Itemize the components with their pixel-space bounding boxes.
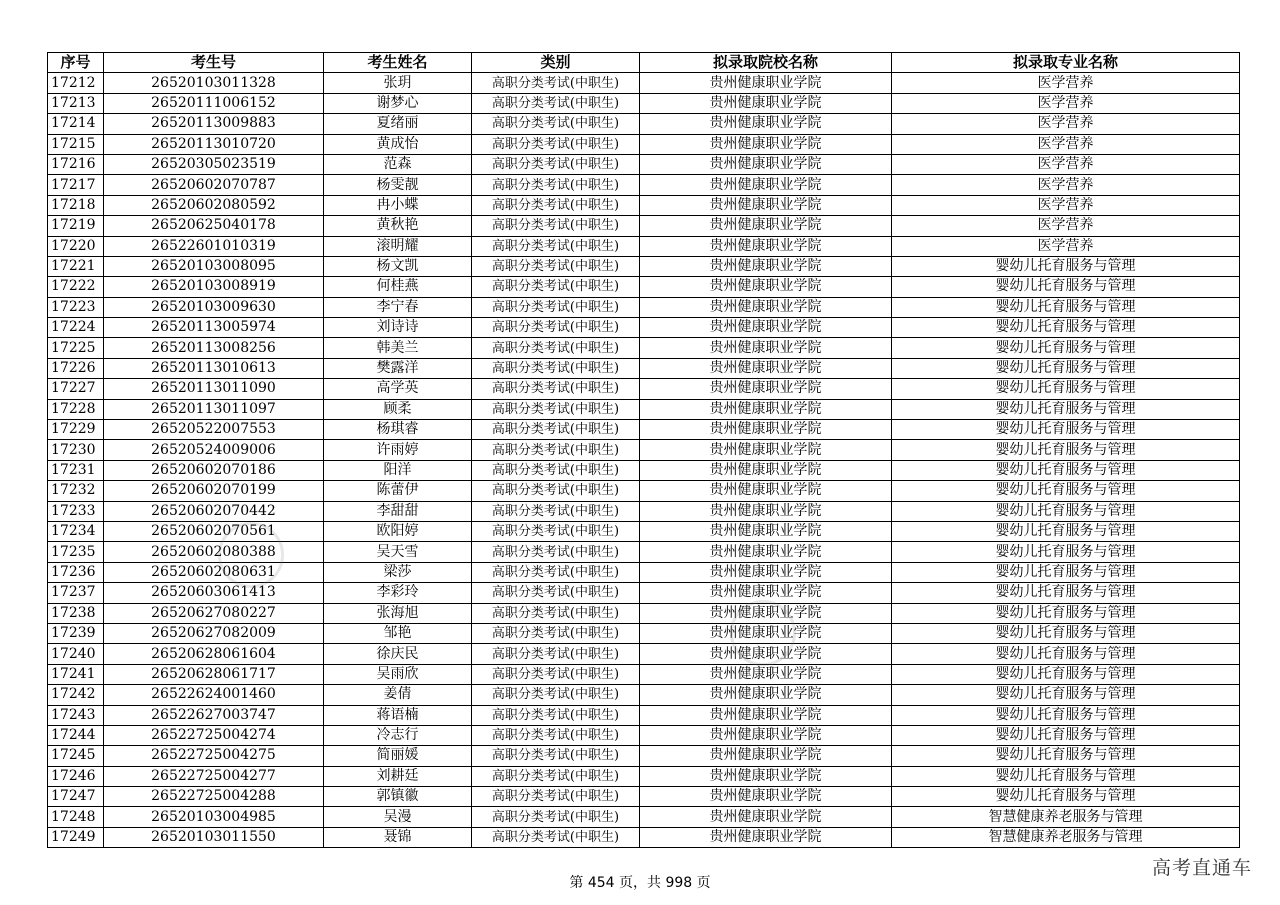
table-row — [48, 603, 1240, 623]
cell-school: 贵州健康职业学院 — [640, 440, 892, 460]
cell-name: 韩美兰 — [324, 338, 472, 358]
cell-seq: 17244 — [48, 725, 104, 745]
table-row — [48, 216, 1240, 236]
cell-name: 欧阳婷 — [324, 521, 472, 541]
cell-exam-id: 26522627003747 — [104, 705, 324, 725]
table-row — [48, 623, 1240, 643]
cell-seq: 17213 — [48, 93, 104, 113]
cell-category: 高职分类考试(中职生) — [472, 725, 640, 745]
cell-major: 婴幼儿托育服务与管理 — [892, 440, 1240, 460]
cell-name: 张海旭 — [324, 603, 472, 623]
cell-school: 贵州健康职业学院 — [640, 644, 892, 664]
cell-exam-id: 26520113010613 — [104, 358, 324, 378]
cell-major: 婴幼儿托育服务与管理 — [892, 562, 1240, 582]
cell-name: 吴雨欣 — [324, 664, 472, 684]
cell-exam-id: 26520113005974 — [104, 318, 324, 338]
cell-name: 滚明耀 — [324, 236, 472, 256]
cell-school: 贵州健康职业学院 — [640, 318, 892, 338]
cell-exam-id: 26520103011328 — [104, 73, 324, 93]
cell-name: 高学英 — [324, 379, 472, 399]
cell-category: 高职分类考试(中职生) — [472, 318, 640, 338]
cell-major: 医学营养 — [892, 154, 1240, 174]
seal-watermark-left — [218, 522, 284, 588]
cell-seq: 17214 — [48, 114, 104, 134]
cell-major: 婴幼儿托育服务与管理 — [892, 746, 1240, 766]
cell-major: 医学营养 — [892, 134, 1240, 154]
cell-school: 贵州健康职业学院 — [640, 583, 892, 603]
cell-school: 贵州健康职业学院 — [640, 73, 892, 93]
cell-major: 婴幼儿托育服务与管理 — [892, 318, 1240, 338]
footer-prefix: 第 — [569, 875, 584, 891]
cell-school: 贵州健康职业学院 — [640, 256, 892, 276]
cell-major: 医学营养 — [892, 175, 1240, 195]
cell-category: 高职分类考试(中职生) — [472, 154, 640, 174]
cell-category: 高职分类考试(中职生) — [472, 216, 640, 236]
header-name: 考生姓名 — [324, 53, 472, 73]
cell-category: 高职分类考试(中职生) — [472, 501, 640, 521]
cell-major: 婴幼儿托育服务与管理 — [892, 521, 1240, 541]
cell-seq: 17218 — [48, 195, 104, 215]
table-row — [48, 297, 1240, 317]
cell-exam-id: 26520103008919 — [104, 277, 324, 297]
cell-school: 贵州健康职业学院 — [640, 521, 892, 541]
cell-exam-id: 26520103008095 — [104, 256, 324, 276]
cell-exam-id: 26520113011090 — [104, 379, 324, 399]
table-row — [48, 787, 1240, 807]
table-row — [48, 746, 1240, 766]
cell-school: 贵州健康职业学院 — [640, 399, 892, 419]
cell-school: 贵州健康职业学院 — [640, 175, 892, 195]
cell-major: 婴幼儿托育服务与管理 — [892, 501, 1240, 521]
cell-exam-id: 26522725004274 — [104, 725, 324, 745]
cell-name: 梁莎 — [324, 562, 472, 582]
cell-name: 黄成怡 — [324, 134, 472, 154]
cell-name: 吴漫 — [324, 807, 472, 827]
table-header-row — [48, 53, 1240, 73]
table-row — [48, 420, 1240, 440]
cell-exam-id: 26520625040178 — [104, 216, 324, 236]
cell-school: 贵州健康职业学院 — [640, 623, 892, 643]
cell-category: 高职分类考试(中职生) — [472, 603, 640, 623]
cell-exam-id: 26520522007553 — [104, 420, 324, 440]
cell-category: 高职分类考试(中职生) — [472, 460, 640, 480]
cell-school: 贵州健康职业学院 — [640, 114, 892, 134]
cell-major: 医学营养 — [892, 114, 1240, 134]
cell-exam-id: 26520113011097 — [104, 399, 324, 419]
cell-major: 婴幼儿托育服务与管理 — [892, 399, 1240, 419]
cell-category: 高职分类考试(中职生) — [472, 134, 640, 154]
cell-name: 简丽媛 — [324, 746, 472, 766]
cell-major: 婴幼儿托育服务与管理 — [892, 338, 1240, 358]
cell-major: 婴幼儿托育服务与管理 — [892, 766, 1240, 786]
cell-major: 婴幼儿托育服务与管理 — [892, 603, 1240, 623]
cell-seq: 17219 — [48, 216, 104, 236]
cell-name: 夏绪丽 — [324, 114, 472, 134]
cell-exam-id: 26520602080388 — [104, 542, 324, 562]
cell-major: 婴幼儿托育服务与管理 — [892, 583, 1240, 603]
cell-seq: 17234 — [48, 521, 104, 541]
cell-seq: 17215 — [48, 134, 104, 154]
cell-school: 贵州健康职业学院 — [640, 379, 892, 399]
table-row — [48, 685, 1240, 705]
cell-seq: 17212 — [48, 73, 104, 93]
cell-major: 婴幼儿托育服务与管理 — [892, 460, 1240, 480]
cell-seq: 17227 — [48, 379, 104, 399]
cell-major: 智慧健康养老服务与管理 — [892, 827, 1240, 847]
cell-category: 高职分类考试(中职生) — [472, 705, 640, 725]
cell-category: 高职分类考试(中职生) — [472, 746, 640, 766]
cell-school: 贵州健康职业学院 — [640, 766, 892, 786]
cell-school: 贵州健康职业学院 — [640, 807, 892, 827]
cell-seq: 17248 — [48, 807, 104, 827]
cell-name: 刘耕廷 — [324, 766, 472, 786]
cell-major: 婴幼儿托育服务与管理 — [892, 358, 1240, 378]
cell-school: 贵州健康职业学院 — [640, 481, 892, 501]
page-footer — [0, 872, 1280, 892]
table-row — [48, 664, 1240, 684]
cell-exam-id: 26520627082009 — [104, 623, 324, 643]
cell-category: 高职分类考试(中职生) — [472, 195, 640, 215]
cell-exam-id: 26522725004288 — [104, 787, 324, 807]
cell-category: 高职分类考试(中职生) — [472, 73, 640, 93]
cell-name: 顾柔 — [324, 399, 472, 419]
cell-seq: 17232 — [48, 481, 104, 501]
cell-category: 高职分类考试(中职生) — [472, 399, 640, 419]
cell-category: 高职分类考试(中职生) — [472, 236, 640, 256]
cell-major: 婴幼儿托育服务与管理 — [892, 725, 1240, 745]
table-row — [48, 460, 1240, 480]
table-row — [48, 318, 1240, 338]
table-row — [48, 583, 1240, 603]
footer-middle: 页，共 — [619, 875, 661, 891]
cell-major: 医学营养 — [892, 195, 1240, 215]
cell-seq: 17223 — [48, 297, 104, 317]
cell-major: 医学营养 — [892, 236, 1240, 256]
brand-watermark: 高考直通车 — [1151, 857, 1252, 879]
cell-seq: 17220 — [48, 236, 104, 256]
cell-seq: 17228 — [48, 399, 104, 419]
cell-exam-id: 26520602070787 — [104, 175, 324, 195]
cell-seq: 17242 — [48, 685, 104, 705]
cell-major: 婴幼儿托育服务与管理 — [892, 379, 1240, 399]
cell-major: 婴幼儿托育服务与管理 — [892, 297, 1240, 317]
table-row — [48, 256, 1240, 276]
table-row — [48, 705, 1240, 725]
cell-name: 李宁春 — [324, 297, 472, 317]
cell-exam-id: 26520111006152 — [104, 93, 324, 113]
footer-total-pages: 998 — [665, 875, 693, 891]
table-row — [48, 501, 1240, 521]
cell-exam-id: 26520103004985 — [104, 807, 324, 827]
cell-school: 贵州健康职业学院 — [640, 603, 892, 623]
cell-exam-id: 26520113008256 — [104, 338, 324, 358]
cell-category: 高职分类考试(中职生) — [472, 787, 640, 807]
cell-exam-id: 26520602080592 — [104, 195, 324, 215]
cell-seq: 17243 — [48, 705, 104, 725]
cell-exam-id: 26520628061604 — [104, 644, 324, 664]
cell-major: 婴幼儿托育服务与管理 — [892, 664, 1240, 684]
cell-category: 高职分类考试(中职生) — [472, 521, 640, 541]
cell-seq: 17233 — [48, 501, 104, 521]
cell-seq: 17236 — [48, 562, 104, 582]
cell-major: 婴幼儿托育服务与管理 — [892, 256, 1240, 276]
table-row — [48, 827, 1240, 847]
cell-name: 刘诗诗 — [324, 318, 472, 338]
cell-seq: 17222 — [48, 277, 104, 297]
cell-seq: 17246 — [48, 766, 104, 786]
cell-name: 阳洋 — [324, 460, 472, 480]
cell-exam-id: 26520602080631 — [104, 562, 324, 582]
cell-seq: 17230 — [48, 440, 104, 460]
cell-name: 郭镇徽 — [324, 787, 472, 807]
table-row — [48, 358, 1240, 378]
cell-seq: 17229 — [48, 420, 104, 440]
cell-category: 高职分类考试(中职生) — [472, 420, 640, 440]
cell-school: 贵州健康职业学院 — [640, 277, 892, 297]
header-seq: 序号 — [48, 53, 104, 73]
cell-major: 婴幼儿托育服务与管理 — [892, 644, 1240, 664]
cell-seq: 17241 — [48, 664, 104, 684]
cell-major: 婴幼儿托育服务与管理 — [892, 481, 1240, 501]
cell-exam-id: 26520627080227 — [104, 603, 324, 623]
cell-exam-id: 26522624001460 — [104, 685, 324, 705]
cell-major: 智慧健康养老服务与管理 — [892, 807, 1240, 827]
cell-category: 高职分类考试(中职生) — [472, 256, 640, 276]
cell-school: 贵州健康职业学院 — [640, 460, 892, 480]
cell-school: 贵州健康职业学院 — [640, 154, 892, 174]
cell-school: 贵州健康职业学院 — [640, 685, 892, 705]
cell-school: 贵州健康职业学院 — [640, 93, 892, 113]
cell-category: 高职分类考试(中职生) — [472, 440, 640, 460]
cell-school: 贵州健康职业学院 — [640, 827, 892, 847]
cell-category: 高职分类考试(中职生) — [472, 644, 640, 664]
cell-exam-id: 26520628061717 — [104, 664, 324, 684]
cell-exam-id: 26520602070186 — [104, 460, 324, 480]
cell-seq: 17226 — [48, 358, 104, 378]
cell-school: 贵州健康职业学院 — [640, 236, 892, 256]
table-row — [48, 807, 1240, 827]
cell-major: 婴幼儿托育服务与管理 — [892, 685, 1240, 705]
cell-name: 杨雯靓 — [324, 175, 472, 195]
admission-list-table — [47, 52, 1240, 848]
table-row — [48, 440, 1240, 460]
cell-school: 贵州健康职业学院 — [640, 746, 892, 766]
cell-exam-id: 26520103009630 — [104, 297, 324, 317]
cell-school: 贵州健康职业学院 — [640, 134, 892, 154]
cell-name: 何桂燕 — [324, 277, 472, 297]
cell-seq: 17238 — [48, 603, 104, 623]
cell-seq: 17249 — [48, 827, 104, 847]
cell-school: 贵州健康职业学院 — [640, 705, 892, 725]
cell-exam-id: 26520103011550 — [104, 827, 324, 847]
table-row — [48, 338, 1240, 358]
cell-major: 医学营养 — [892, 73, 1240, 93]
cell-major: 婴幼儿托育服务与管理 — [892, 623, 1240, 643]
cell-name: 张玥 — [324, 73, 472, 93]
table-row — [48, 481, 1240, 501]
cell-major: 婴幼儿托育服务与管理 — [892, 420, 1240, 440]
cell-major: 婴幼儿托育服务与管理 — [892, 705, 1240, 725]
cell-name: 邹艳 — [324, 623, 472, 643]
cell-seq: 17221 — [48, 256, 104, 276]
footer-suffix: 页 — [696, 875, 711, 891]
seal-watermark-right — [730, 600, 796, 666]
table-row — [48, 766, 1240, 786]
cell-category: 高职分类考试(中职生) — [472, 827, 640, 847]
cell-category: 高职分类考试(中职生) — [472, 93, 640, 113]
cell-name: 范森 — [324, 154, 472, 174]
cell-exam-id: 26522725004277 — [104, 766, 324, 786]
cell-major: 医学营养 — [892, 93, 1240, 113]
cell-name: 李彩玲 — [324, 583, 472, 603]
table-row — [48, 379, 1240, 399]
cell-category: 高职分类考试(中职生) — [472, 562, 640, 582]
table-row — [48, 154, 1240, 174]
cell-seq: 17216 — [48, 154, 104, 174]
cell-seq: 17225 — [48, 338, 104, 358]
cell-category: 高职分类考试(中职生) — [472, 277, 640, 297]
cell-category: 高职分类考试(中职生) — [472, 807, 640, 827]
cell-exam-id: 26520603061413 — [104, 583, 324, 603]
table-row — [48, 134, 1240, 154]
table-row — [48, 93, 1240, 113]
table-row — [48, 73, 1240, 93]
table-row — [48, 644, 1240, 664]
header-school: 拟录取院校名称 — [640, 53, 892, 73]
cell-seq: 17247 — [48, 787, 104, 807]
cell-name: 徐庆民 — [324, 644, 472, 664]
cell-school: 贵州健康职业学院 — [640, 725, 892, 745]
cell-category: 高职分类考试(中职生) — [472, 542, 640, 562]
cell-name: 冉小蝶 — [324, 195, 472, 215]
cell-school: 贵州健康职业学院 — [640, 338, 892, 358]
cell-name: 姜倩 — [324, 685, 472, 705]
table-row — [48, 399, 1240, 419]
cell-exam-id: 26520602070442 — [104, 501, 324, 521]
cell-major: 婴幼儿托育服务与管理 — [892, 787, 1240, 807]
table-row — [48, 195, 1240, 215]
cell-seq: 17245 — [48, 746, 104, 766]
cell-name: 蒋语楠 — [324, 705, 472, 725]
cell-category: 高职分类考试(中职生) — [472, 175, 640, 195]
cell-school: 贵州健康职业学院 — [640, 195, 892, 215]
cell-name: 樊露洋 — [324, 358, 472, 378]
table-row — [48, 236, 1240, 256]
header-category: 类别 — [472, 53, 640, 73]
cell-exam-id: 26522725004275 — [104, 746, 324, 766]
header-major: 拟录取专业名称 — [892, 53, 1240, 73]
cell-name: 杨琪睿 — [324, 420, 472, 440]
cell-category: 高职分类考试(中职生) — [472, 623, 640, 643]
cell-exam-id: 26520113009883 — [104, 114, 324, 134]
table-row — [48, 725, 1240, 745]
table-row — [48, 114, 1240, 134]
cell-name: 冷志行 — [324, 725, 472, 745]
cell-category: 高职分类考试(中职生) — [472, 481, 640, 501]
cell-school: 贵州健康职业学院 — [640, 358, 892, 378]
cell-seq: 17231 — [48, 460, 104, 480]
cell-seq: 17237 — [48, 583, 104, 603]
cell-name: 许雨婷 — [324, 440, 472, 460]
cell-school: 贵州健康职业学院 — [640, 787, 892, 807]
cell-exam-id: 26520113010720 — [104, 134, 324, 154]
cell-name: 聂锦 — [324, 827, 472, 847]
cell-category: 高职分类考试(中职生) — [472, 766, 640, 786]
cell-exam-id: 26520305023519 — [104, 154, 324, 174]
cell-name: 黄秋艳 — [324, 216, 472, 236]
cell-school: 贵州健康职业学院 — [640, 664, 892, 684]
cell-category: 高职分类考试(中职生) — [472, 664, 640, 684]
cell-category: 高职分类考试(中职生) — [472, 583, 640, 603]
cell-category: 高职分类考试(中职生) — [472, 338, 640, 358]
cell-exam-id: 26520524009006 — [104, 440, 324, 460]
cell-category: 高职分类考试(中职生) — [472, 297, 640, 317]
cell-major: 婴幼儿托育服务与管理 — [892, 542, 1240, 562]
table-row — [48, 277, 1240, 297]
cell-major: 婴幼儿托育服务与管理 — [892, 277, 1240, 297]
cell-school: 贵州健康职业学院 — [640, 562, 892, 582]
table-row — [48, 175, 1240, 195]
cell-name: 杨文凯 — [324, 256, 472, 276]
cell-exam-id: 26520602070561 — [104, 521, 324, 541]
cell-seq: 17217 — [48, 175, 104, 195]
cell-name: 吴天雪 — [324, 542, 472, 562]
cell-seq: 17239 — [48, 623, 104, 643]
cell-school: 贵州健康职业学院 — [640, 542, 892, 562]
header-exam-id: 考生号 — [104, 53, 324, 73]
footer-page-number: 454 — [587, 875, 615, 891]
cell-school: 贵州健康职业学院 — [640, 297, 892, 317]
cell-seq: 17240 — [48, 644, 104, 664]
cell-exam-id: 26520602070199 — [104, 481, 324, 501]
cell-name: 谢梦心 — [324, 93, 472, 113]
cell-name: 李甜甜 — [324, 501, 472, 521]
cell-name: 陈蕾伊 — [324, 481, 472, 501]
cell-major: 医学营养 — [892, 216, 1240, 236]
cell-category: 高职分类考试(中职生) — [472, 685, 640, 705]
cell-category: 高职分类考试(中职生) — [472, 379, 640, 399]
cell-seq: 17224 — [48, 318, 104, 338]
cell-school: 贵州健康职业学院 — [640, 501, 892, 521]
cell-category: 高职分类考试(中职生) — [472, 358, 640, 378]
cell-category: 高职分类考试(中职生) — [472, 114, 640, 134]
cell-seq: 17235 — [48, 542, 104, 562]
cell-school: 贵州健康职业学院 — [640, 216, 892, 236]
cell-exam-id: 26522601010319 — [104, 236, 324, 256]
cell-school: 贵州健康职业学院 — [640, 420, 892, 440]
